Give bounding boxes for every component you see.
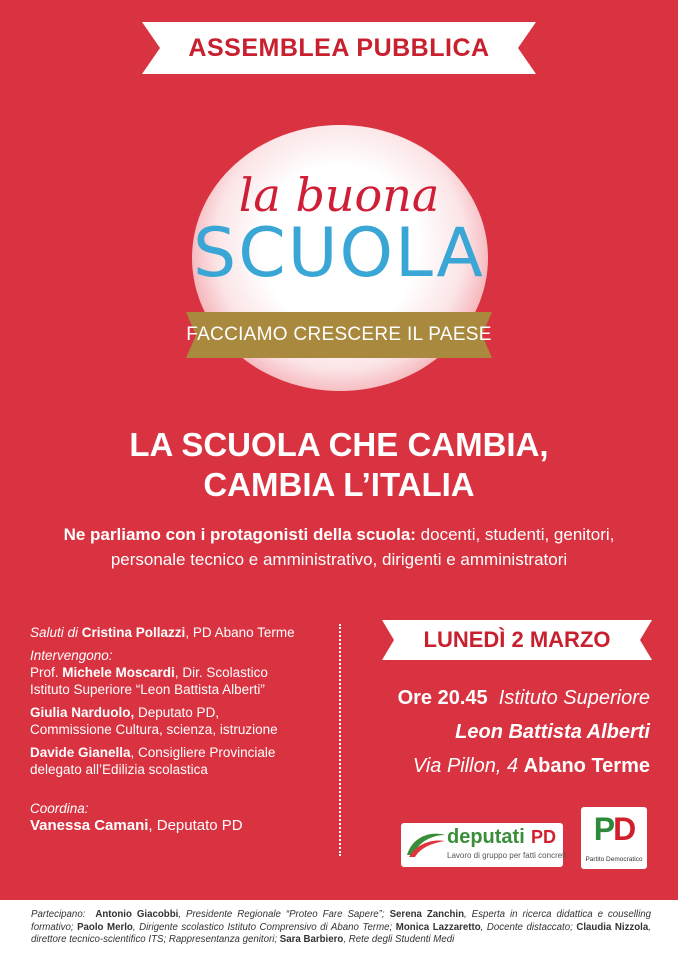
subheadline [0, 522, 678, 572]
participant-5-role: , direttore tecnico-scientifico ITS; Rappresentanza genitori; [31, 921, 651, 945]
headline-line-1: LA SCUOLA CHE CAMBIA, [129, 426, 549, 463]
speaker-1-prefix: Prof. [30, 665, 63, 680]
deputati-swoosh-icon [403, 825, 447, 865]
participant-4-name: Monica Lazzaretto [395, 921, 481, 933]
deputati-pd-mark: PD [531, 827, 557, 847]
participant-3-role: , Dirigente scolastico Istituto Comprensivo di Abano Terme; [132, 921, 396, 933]
participant-4-role: , Docente distaccato; [480, 921, 577, 933]
speaker-3-role: , Consigliere Provinciale [130, 745, 276, 760]
deputati-pd-logo [401, 823, 567, 867]
event-time: Ore 20.45 [397, 687, 488, 709]
speaker-1-role: , Dir. Scolastico [174, 665, 268, 680]
participant-1-name: Antonio Giacobbi [95, 909, 179, 920]
participant-3-name: Paolo Merlo [77, 921, 133, 933]
participants-text [31, 909, 651, 947]
subheadline-bold: Ne parliamo con i protagonisti della scuola: [63, 525, 416, 544]
slogan-band [186, 310, 492, 360]
speaker-1 [30, 664, 330, 681]
subheadline-line-2: personale tecnico e amministrativo, dirigenti e amministratori [110, 550, 568, 569]
coordinator-role: , Deputato PD [148, 817, 243, 834]
pd-party-name: Partito Democratico [585, 856, 643, 863]
participants-label: Partecipano: [31, 909, 86, 920]
participant-2-role: , Esperta in ricerca didattica e couselling formativo; [31, 909, 651, 933]
event-details [350, 681, 650, 783]
deputati-word: deputati [447, 826, 525, 848]
speaker-2-role: Deputato PD, [134, 705, 220, 720]
pd-party-logo [581, 807, 647, 869]
participant-2-name: Serena Zanchin [389, 909, 464, 920]
subheadline-line-1 [0, 522, 678, 547]
slogan-text: FACCIAMO CRESCERE IL PAESE [186, 324, 492, 345]
speaker-3-role-2: delegato all’Edilizia scolastica [30, 762, 208, 777]
event-venue-1: Istituto Superiore [498, 687, 650, 709]
speaker-2 [30, 704, 330, 721]
main-headline [0, 425, 678, 505]
time-venue-line [350, 681, 650, 715]
event-date: LUNEDÌ 2 MARZO [423, 627, 611, 652]
intervengono-label: Intervengono: [30, 648, 113, 663]
logo-scuola-text: SCUOLA [193, 214, 485, 293]
address-line [350, 749, 650, 783]
speaker-3-name: Davide Gianella [30, 745, 131, 760]
coordina-label: Coordina: [30, 801, 89, 816]
participant-6-role: , Rete degli Studenti Medi [343, 934, 455, 945]
saluti-label: Saluti di [30, 625, 82, 640]
top-banner [142, 22, 536, 74]
participant-1-role: , Presidente Regionale “Proteo Fare Sapere”; [178, 909, 390, 920]
event-venue-2: Leon Battista Alberti [455, 721, 650, 743]
pd-letter-d: D [613, 811, 635, 847]
event-town: Abano Terme [523, 755, 650, 777]
coordinator [30, 817, 330, 834]
subheadline-rest: docenti, studenti, genitori, [415, 525, 615, 544]
speaker-1-name: Michele Moscardi [62, 665, 175, 680]
speaker-2-name: Giulia Narduolo, [30, 705, 135, 720]
date-banner [382, 620, 652, 660]
speaker-2-role-2: Commissione Cultura, scienza, istruzione [30, 722, 278, 737]
participants-footer [0, 900, 678, 960]
saluti-role: , PD Abano Terme [185, 625, 295, 640]
saluti-name: Cristina Pollazzi [81, 625, 186, 640]
logo-script-text: la buona [238, 168, 440, 222]
participant-6-name: Sara Barbiero [279, 934, 344, 945]
coordinator-name: Vanessa Camani [30, 817, 149, 834]
banner-title: ASSEMBLEA PUBBLICA [188, 34, 490, 62]
event-street: Via Pillon, 4 [412, 755, 519, 777]
pd-letter-p: P [593, 811, 614, 847]
pd-letters [585, 811, 643, 848]
deputati-tagline: Lavoro di gruppo per fatti concreti [447, 851, 567, 860]
headline-line-2: CAMBIA L’ITALIA [203, 466, 475, 503]
speakers-column [30, 624, 330, 834]
speaker-3 [30, 744, 330, 761]
saluti-line [30, 624, 330, 641]
column-divider [339, 624, 341, 856]
participant-5-name: Claudia Nizzola [576, 921, 649, 933]
speaker-1-role-2: Istituto Superiore “Leon Battista Alberti” [30, 682, 265, 697]
